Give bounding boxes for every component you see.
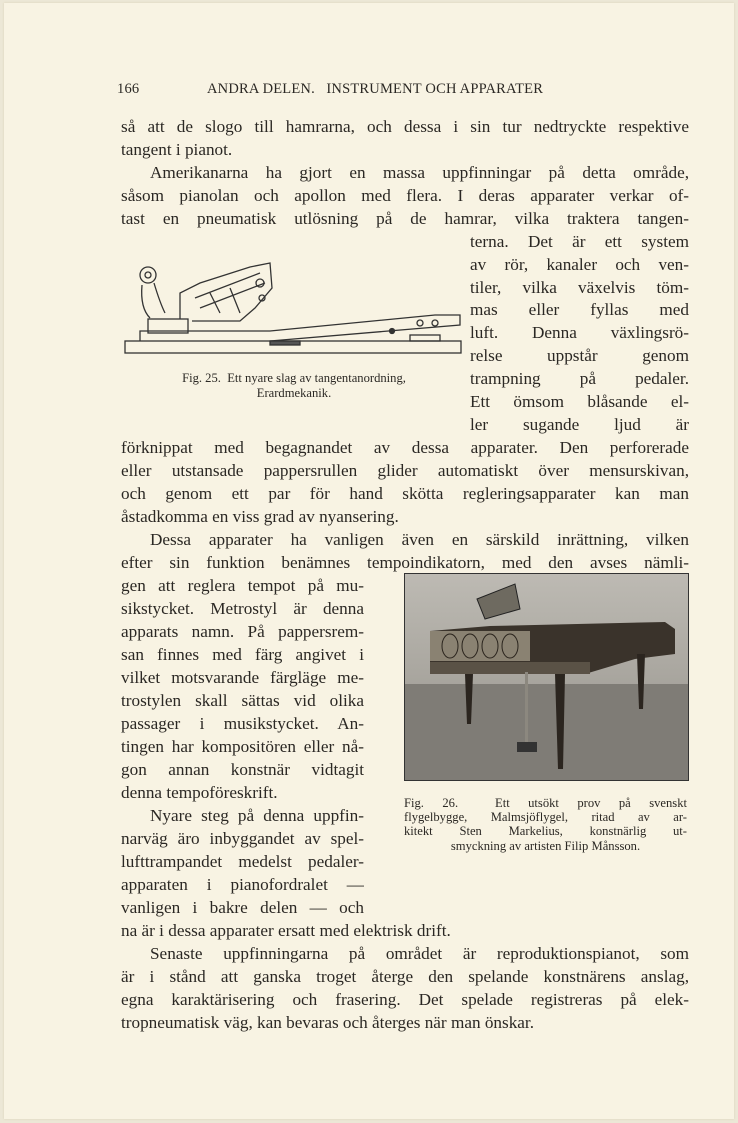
text-line: mas eller fyllas med: [470, 300, 689, 319]
figure-25-erard-mechanism-drawing: [120, 253, 466, 358]
text-line: na är i dessa apparater ersatt med elektrisk drift.: [121, 921, 451, 940]
text-line: gon annan konstnär vidtagit: [121, 760, 364, 779]
text-line: Senaste uppfinningarna på området är reproduktionspianot, som: [150, 944, 689, 963]
text-line: apparats namn. På pappersrem-: [121, 622, 364, 641]
text-line: Ett ömsom blåsande el-: [470, 392, 689, 411]
figure-26-caption-line: smyckning av artisten Filip Månsson.: [450, 839, 641, 853]
text-line: denna tempoföreskrift.: [121, 783, 278, 802]
text-line: gen att reglera tempot på mu-: [121, 576, 364, 595]
text-line: lufttrampandet medelst pedaler-: [121, 852, 364, 871]
text-line: tangent i pianot.: [121, 140, 233, 159]
text-line: så att de slogo till hamrarna, och dessa i sin tur nedtryckte respektive: [121, 117, 689, 136]
page-number: 166: [117, 81, 140, 97]
figure-26-grand-piano-photo: [404, 573, 689, 781]
text-line: sikstycket. Metrostyl är denna: [121, 599, 364, 618]
text-line: egna karaktärisering och frasering. Det spelade registreras på elek-: [121, 990, 689, 1009]
text-line: passager i musikstycket. An-: [121, 714, 364, 733]
text-line: är i stånd att ganska troget återge den spelande konstnärens anslag,: [121, 967, 689, 986]
figure-26-caption-line: Fig. 26. Ett utsökt prov på svenskt: [404, 796, 687, 810]
book-page: [4, 3, 734, 1119]
text-line: san finnes med färg angivet i: [121, 645, 364, 664]
text-line: efter sin funktion benämnes tempoindikatorn, med den avses nämli-: [121, 553, 689, 572]
text-line: tingen har kompositören eller nå-: [121, 737, 364, 756]
text-line: tiler, vilka växelvis töm-: [470, 278, 689, 297]
text-line: luft. Denna växlingsrö-: [470, 323, 689, 342]
figure-25-caption-line2: Erardmekanik.: [256, 386, 332, 400]
text-line: eller utstansade pappersrullen glider automatiskt över mensurskivan,: [121, 461, 689, 480]
figure-25-caption-line1: Fig. 25. Ett nyare slag av tangentanordning,: [182, 371, 406, 385]
text-line: såsom pianolan och apollon med flera. I deras apparater verkar of-: [121, 186, 689, 205]
text-line: relse uppstår genom: [470, 346, 689, 365]
text-line: åstadkomma en viss grad av nyansering.: [121, 507, 399, 526]
text-line: trampning på pedaler.: [470, 369, 689, 388]
text-line: ler sugande ljud är: [470, 415, 689, 434]
text-line: tast en pneumatisk utlösning på de hamrar, vilka traktera tangen-: [121, 209, 689, 228]
text-line: trostylen skall sättas vid olika: [121, 691, 364, 710]
text-line: tropneumatisk väg, kan bevaras och återges när man önskar.: [121, 1013, 535, 1032]
text-line: terna. Det är ett system: [470, 232, 689, 251]
text-line: apparaten i pianofordralet —: [121, 875, 364, 894]
running-title: ANDRA DELEN. INSTRUMENT OCH APPARATER: [207, 81, 544, 97]
figure-26-caption-line: flygelbygge, Malmsjöflygel, ritad av ar-: [404, 810, 687, 824]
text-line: Nyare steg på denna uppfin-: [150, 806, 364, 825]
text-line: narväg äro inbyggandet av spel-: [121, 829, 364, 848]
text-line: vanligen i bakre delen — och: [121, 898, 364, 917]
text-line: Amerikanarna ha gjort en massa uppfinningar på detta område,: [150, 163, 689, 182]
text-line: vilket motsvarande färgläge me-: [121, 668, 364, 687]
text-line: av rör, kanaler och ven-: [470, 255, 689, 274]
figure-26-caption-line: kitekt Sten Markelius, konstnärlig ut-: [404, 824, 687, 838]
text-line: och genom ett par för hand skötta regleringsapparater kan man: [121, 484, 689, 503]
text-line: förknippat med begagnandet av dessa apparater. Den perforerade: [121, 438, 689, 457]
text-line: Dessa apparater ha vanligen även en särskild inrättning, vilken: [150, 530, 689, 549]
